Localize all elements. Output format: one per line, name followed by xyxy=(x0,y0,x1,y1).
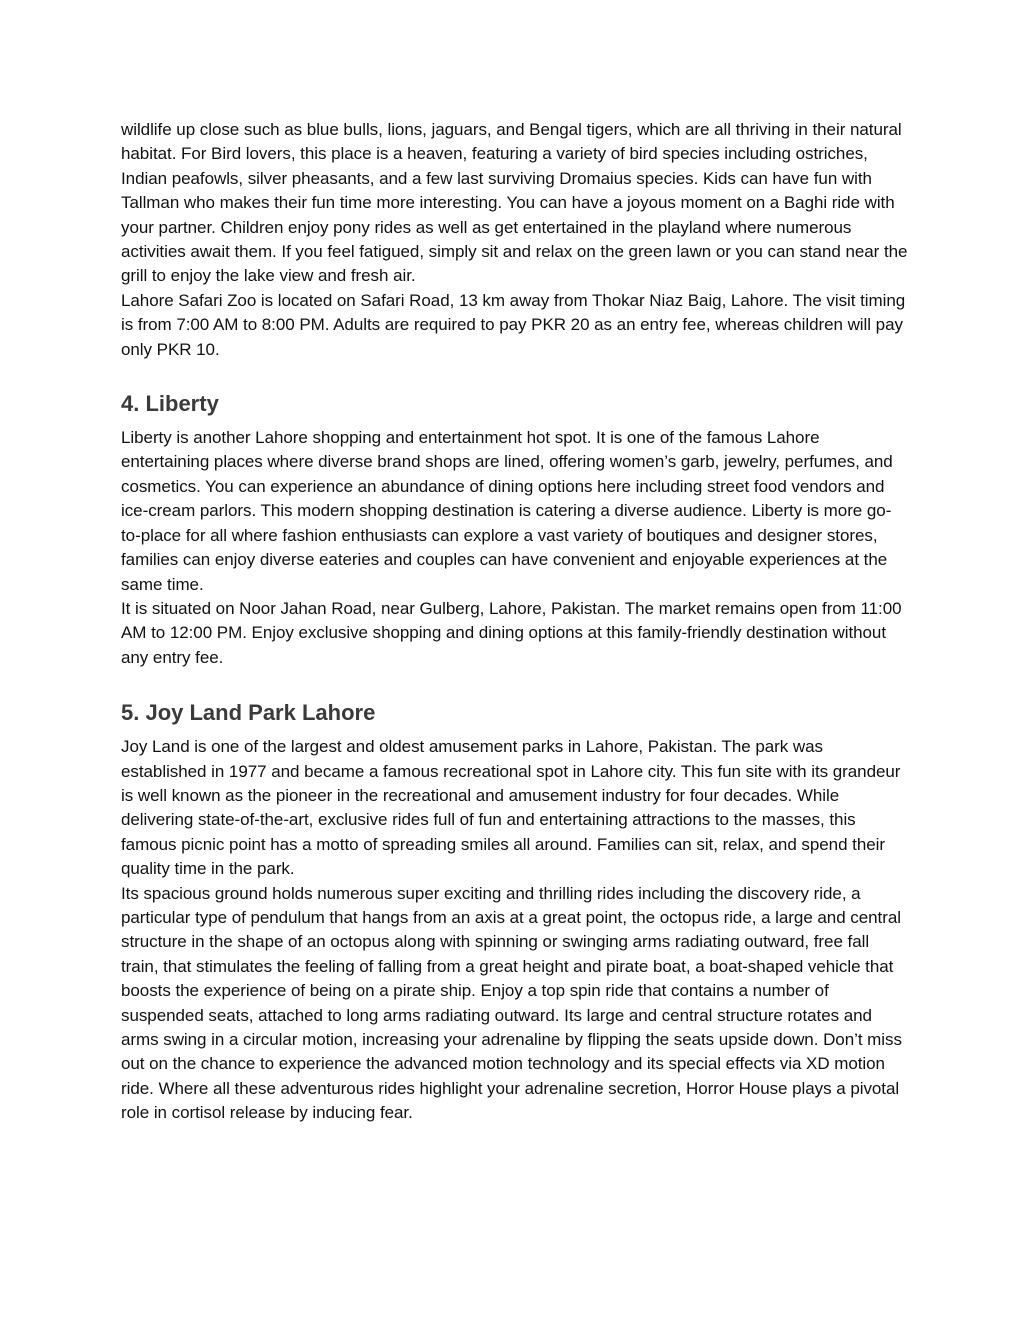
document-body xyxy=(121,118,909,1126)
paragraph-liberty-intro: Liberty is another Lahore shopping and entertainment hot spot. It is one of the famous Lahore entertaining places where diverse brand shops are lined, offering women’s garb, jewelry, perfumes, and cosmetics. You can experience an abundance of dining options here including street food vendors and ice-cream parlors. This modern shopping destination is catering a diverse audience. Liberty is more go-to-place for all where fashion enthusiasts can explore a vast variety of boutiques and designer stores, families can enjoy diverse eateries and couples can have convenient and enjoyable experiences at the same time. xyxy=(121,428,893,594)
section-liberty xyxy=(121,390,909,670)
paragraph-safari-zoo-location: Lahore Safari Zoo is located on Safari Road, 13 km away from Thokar Niaz Baig, Lahore. The visit timing is from 7:00 AM to 8:00 PM. Adults are required to pay PKR 20 as an entry fee, whereas children will pay only PKR 10. xyxy=(121,290,906,359)
section-safari-zoo-continued xyxy=(121,118,909,362)
heading-joy-land: 5. Joy Land Park Lahore xyxy=(121,700,376,726)
paragraph-liberty-location: It is situated on Noor Jahan Road, near Gulberg, Lahore, Pakistan. The market remains open from 11:00 AM to 12:00 PM. Enjoy exclusive shopping and dining options at this family-friendly destination without any entry fee. xyxy=(121,598,902,667)
section-joy-land xyxy=(121,699,909,1126)
paragraph-safari-zoo-wildlife: wildlife up close such as blue bulls, lions, jaguars, and Bengal tigers, which are all thriving in their natural habitat. For Bird lovers, this place is a heaven, featuring a variety of bird species including ostriches, Indian peafowls, silver pheasants, and a few last surviving Dromaius species. Kids can have fun with Tallman who makes their fun time more interesting. You can have a joyous moment on a Baghi ride with your partner. Children enjoy pony rides as well as get entertained in the playland where numerous activities await them. If you feel fatigued, simply sit and relax on the green lawn or you can stand near the grill to enjoy the lake view and fresh air. xyxy=(121,120,908,286)
paragraph-joy-land-rides: Its spacious ground holds numerous super exciting and thrilling rides including the discovery ride, a particular type of pendulum that hangs from an axis at a great point, the octopus ride, a large and central structure in the shape of an octopus along with spinning or swinging arms radiating outward, free fall train, that stimulates the feeling of falling from a great height and pirate boat, a boat-shaped vehicle that boosts the experience of being on a pirate ship. Enjoy a top spin ride that contains a number of suspended seats, attached to long arms radiating outward. Its large and central structure rotates and arms swing in a circular motion, increasing your adrenaline by flipping the seats upside down. Don’t miss out on the chance to experience the advanced motion technology and its special effects via XD motion ride. Where all these adventurous rides highlight your adrenaline secretion, Horror House plays a pivotal role in cortisol release by inducing fear. xyxy=(121,883,902,1123)
paragraph-joy-land-intro: Joy Land is one of the largest and oldest amusement parks in Lahore, Pakistan. The park was established in 1977 and became a famous recreational spot in Lahore city. This fun site with its grandeur is well known as the pioneer in the recreational and amusement industry for four decades. While delivering state-of-the-art, exclusive rides full of fun and entertaining attractions to the masses, this famous picnic point has a motto of spreading smiles all around. Families can sit, relax, and spend their quality time in the park. xyxy=(121,737,901,879)
heading-liberty: 4. Liberty xyxy=(121,391,219,417)
